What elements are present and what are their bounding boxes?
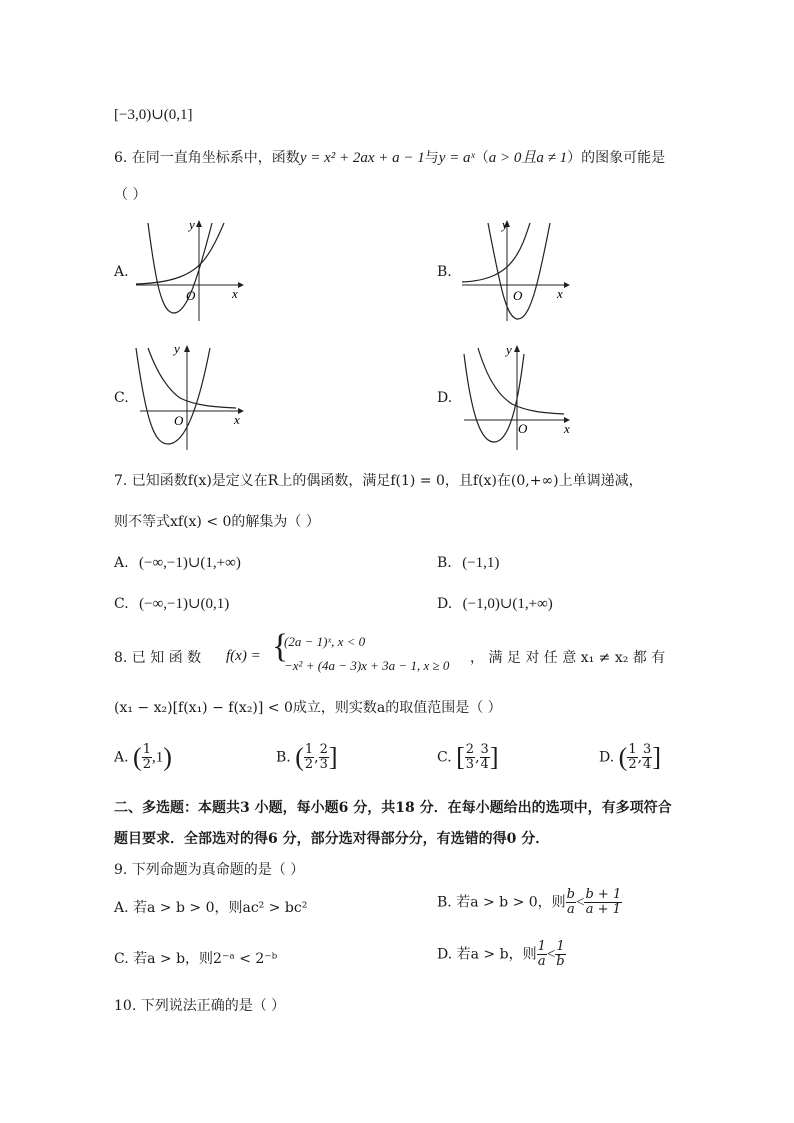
q9-stem: 9. 下列命题为真命题的是（ ） [114, 862, 305, 878]
q7-option-a-label: A. [114, 555, 129, 571]
q8-option-a-frac [142, 743, 152, 772]
numerator: 1 [628, 742, 637, 757]
q6-option-d-graph [460, 340, 576, 452]
q9-option-a: A. 若a > b > 0，则ac² > bc² [114, 900, 308, 916]
q6-formula1: y = x² + 2ax + a − 1 [299, 150, 425, 166]
y-label: y [189, 217, 195, 232]
q7-option-c-label: C. [114, 596, 129, 612]
numerator: b + 1 [585, 887, 622, 902]
parabola-curve [148, 223, 212, 313]
q8-option-c-frac1 [465, 743, 475, 772]
parabola-curve [136, 348, 210, 444]
x-axis-arrow-icon [238, 282, 244, 288]
q10-stem: 10. 下列说法正确的是（ ） [114, 998, 286, 1014]
numerator: 1 [537, 939, 546, 954]
q8-option-c-label: C. [437, 749, 452, 766]
q8-option-a-label: A. [114, 749, 129, 766]
q6-mid: 与 [424, 150, 439, 166]
numerator: b [566, 887, 575, 902]
q8-option-c: C. [ $\frac{2}{3}$ , $\frac{3}{4}$ ] [437, 742, 499, 772]
y-axis-arrow-icon [514, 345, 520, 352]
q8-option-b: B. ( $\frac{1}{2}$ , $\frac{2}{3}$ ] [276, 742, 338, 772]
q7-option-d [437, 594, 553, 614]
q8-case1: (2a − 1)ˣ, x < 0 [284, 634, 366, 649]
q8-case2: −x² + (4a − 3)x + 3a − 1, x ≥ 0 [284, 658, 450, 673]
section2-heading-line1: 二、多选题：本题共3 小题，每小题6 分，共18 分．在每小题给出的选项中，有多项符合 [114, 800, 672, 816]
origin-label: O [513, 288, 523, 303]
q8-option-d-label: D. [599, 749, 615, 766]
q8-stem-post: ， 满 足 对 任 意 x₁ ≠ x₂ 都 有 [470, 650, 666, 666]
q6-option-b-label: B. [437, 264, 452, 280]
parabola-curve [464, 354, 524, 442]
q9-option-b-frac1 [566, 888, 576, 917]
q8-option-b-frac1 [304, 743, 314, 772]
q8-option-a [114, 743, 172, 772]
numerator: 2 [465, 742, 475, 757]
q8-option-a-close: ) [163, 742, 172, 772]
q9-option-d-lt: < [546, 946, 556, 963]
q7-stem-line2: 则不等式xf(x) < 0的解集为（ ） [114, 514, 320, 530]
numerator: 1 [304, 742, 314, 757]
x-label: x [557, 286, 563, 301]
section2-heading-line2: 题目要求．全部选对的得6 分，部分选对得部分分，有选错的得0 分． [114, 831, 550, 847]
q8-stem-line2: (x₁ − x₂)[f(x₁) − f(x₂)] < 0成立，则实数a的取值范围是（ ） [114, 700, 502, 716]
origin-label: O [174, 413, 184, 428]
numerator: 2 [319, 742, 328, 757]
x-label: x [564, 421, 570, 436]
q6-stem-pre: 6. 在同一直角坐标系中，函数 [114, 150, 300, 166]
q8-option-c-open: [ [456, 742, 465, 772]
denominator: 2 [304, 757, 314, 772]
denominator: a [566, 902, 575, 917]
q8-option-d-frac1 [627, 743, 637, 772]
y-axis-arrow-icon [184, 345, 190, 352]
q8-fx: f(x) = [226, 648, 261, 664]
q8-option-c-close: ] [489, 742, 499, 772]
q7-option-d-label: D. [437, 596, 453, 612]
q8-brace: { [272, 628, 289, 665]
q9-option-b-frac2 [584, 888, 622, 917]
numerator: 3 [643, 742, 652, 757]
q6-answer-paren: （ ） [114, 187, 147, 203]
denominator: b [556, 954, 565, 969]
origin-label: O [186, 288, 196, 303]
exponential-curve [478, 348, 564, 414]
q8-option-c-frac2 [480, 743, 490, 772]
q6-formula2: y = aˣ [438, 150, 475, 166]
q8-option-b-open: ( [295, 742, 304, 772]
q9-option-d-frac2 [555, 940, 565, 969]
q7-option-a-text: (−∞,−1)∪(1,+∞) [139, 555, 241, 571]
denominator: 2 [628, 757, 637, 772]
exponential-curve [462, 223, 530, 282]
q9-option-d-pre: D. 若a > b，则 [437, 946, 537, 963]
q8-option-a-open: ( [133, 742, 142, 772]
denominator: 3 [465, 757, 475, 772]
origin-label: O [518, 421, 528, 436]
y-label: y [506, 342, 512, 357]
q9-option-b-lt: < [576, 894, 585, 911]
q6-option-a-graph [132, 215, 244, 323]
q8-option-d-frac2 [642, 743, 652, 772]
q6-stem [114, 148, 665, 168]
parabola-curve [488, 223, 550, 319]
q7-option-c [114, 594, 229, 614]
numerator: 1 [556, 939, 565, 954]
q7-option-a [114, 553, 241, 573]
q8-option-d-close: ] [652, 742, 661, 772]
q7-option-b-label: B. [437, 555, 452, 571]
denominator: 4 [480, 757, 489, 772]
q7-option-c-text: (−∞,−1)∪(0,1) [139, 596, 230, 612]
q9-option-c: C. 若a > b，则2⁻ᵃ < 2⁻ᵇ [114, 951, 278, 967]
exponential-curve [148, 348, 236, 408]
q9-option-b-pre: B. 若a > b > 0，则 [437, 894, 566, 911]
prev-answer-fragment: [−3,0)∪(0,1] [114, 107, 193, 123]
q8-option-b-frac2 [319, 743, 329, 772]
q9-option-d [437, 940, 566, 969]
denominator: 4 [643, 757, 652, 772]
q8-option-b-close: ] [328, 742, 338, 772]
q8-option-a-tail: ,1 [151, 749, 164, 766]
numerator: 3 [480, 742, 489, 757]
y-axis-arrow-icon [196, 220, 202, 227]
q7-option-b-text: (−1,1) [462, 555, 500, 571]
q6-option-b-graph [458, 215, 570, 323]
denominator: a [537, 954, 546, 969]
x-axis-arrow-icon [564, 282, 570, 288]
q6-cond-close: ） [567, 150, 582, 166]
q8-stem-pre: 8. 已 知 函 数 [114, 650, 202, 666]
denominator: 3 [319, 757, 328, 772]
denominator: a + 1 [585, 902, 621, 917]
q6-condition: a > 0且a ≠ 1 [488, 150, 568, 166]
q8-option-b-label: B. [276, 749, 291, 766]
q6-option-a-label: A. [114, 264, 129, 280]
y-label: y [174, 341, 180, 356]
q6-stem-post: 的图象可能是 [581, 150, 666, 166]
q9-option-d-frac1 [537, 940, 547, 969]
q7-option-d-text: (−1,0)∪(1,+∞) [462, 596, 553, 612]
q9-option-b [437, 888, 622, 917]
denominator: 2 [142, 757, 151, 772]
q8-option-d: D. ( $\frac{1}{2}$ , $\frac{3}{4}$ ] [599, 742, 661, 772]
y-label: y [502, 217, 508, 232]
q8-option-d-open: ( [618, 742, 628, 772]
q6-option-d-label: D. [437, 390, 453, 406]
x-label: x [232, 286, 238, 301]
q6-option-c-graph [136, 340, 248, 452]
q6-cond-open: （ [474, 150, 489, 166]
q7-option-b [437, 553, 499, 573]
q7-stem-line1: 7. 已知函数f(x)是定义在R上的偶函数，满足f(1) = 0，且f(x)在(0,+∞)上单调递减， [114, 473, 643, 489]
x-label: x [234, 412, 240, 427]
numerator: 1 [142, 742, 151, 757]
q6-option-c-label: C. [114, 390, 129, 406]
